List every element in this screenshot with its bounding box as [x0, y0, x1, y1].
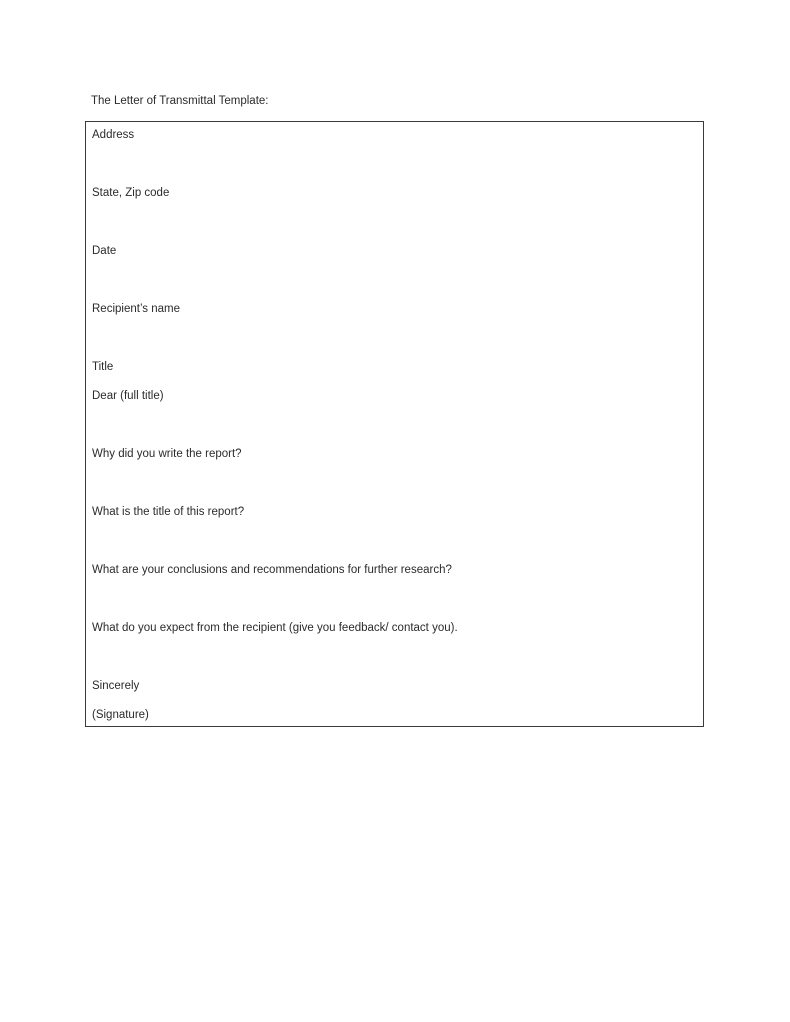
template-field-line: Dear (full title) [92, 390, 164, 402]
template-field-line: What do you expect from the recipient (give you feedback/ contact you). [92, 622, 458, 634]
template-field-line: Address [92, 129, 135, 141]
template-field-line: What are your conclusions and recommendations for further research? [92, 564, 452, 576]
template-field-line: Date [92, 245, 117, 257]
transmittal-template-box [85, 121, 704, 727]
template-field-line: Sincerely [92, 680, 140, 692]
template-field-line: (Signature) [92, 709, 149, 721]
template-field-line: State, Zip code [92, 187, 170, 199]
page-title: The Letter of Transmittal Template: [91, 95, 269, 107]
template-field-line: Title [92, 361, 114, 373]
template-field-line: Why did you write the report? [92, 448, 242, 460]
template-field-line: What is the title of this report? [92, 506, 245, 518]
template-field-line: Recipient’s name [92, 303, 181, 315]
